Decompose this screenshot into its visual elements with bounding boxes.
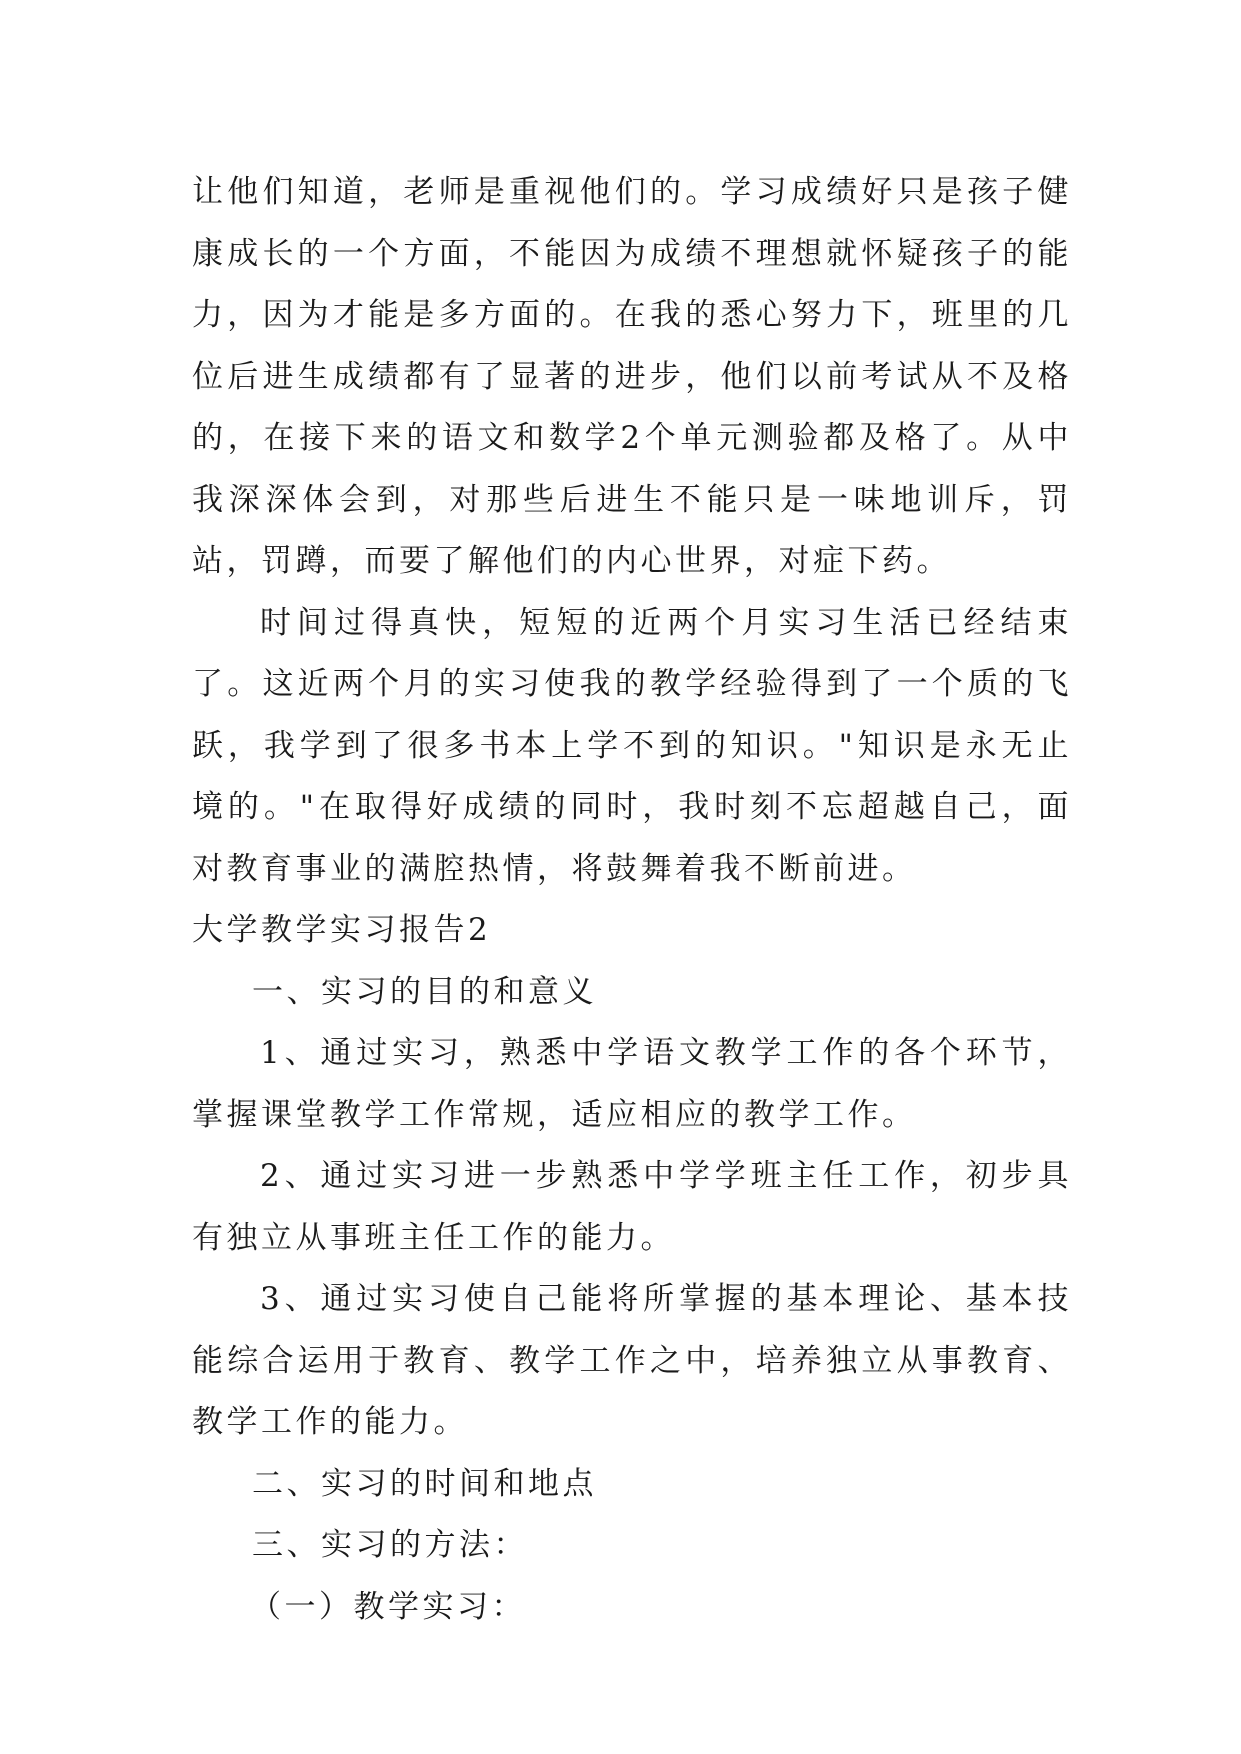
section-heading-purpose: 一、实习的目的和意义 bbox=[252, 973, 597, 1010]
section-heading-time-place: 二、实习的时间和地点 bbox=[252, 1465, 597, 1502]
list-item-purpose-3: 3、通过实习使自己能将所掌握的基本理论、基本技能综合运用于教育、教学工作之中，培养独立从事教育、教学工作的能力。 bbox=[192, 1281, 1072, 1440]
section-heading-method: 三、实习的方法： bbox=[252, 1527, 528, 1563]
list-item-purpose-2: 2、通过实习进一步熟悉中学学班主任工作，初步具有独立从事班主任工作的能力。 bbox=[192, 1158, 1072, 1256]
list-item-purpose-1: 1、通过实习，熟悉中学语文教学工作的各个环节，掌握课堂教学工作常规，适应相应的教学工作。 bbox=[192, 1035, 1072, 1133]
body-paragraph-continuation: 让他们知道，老师是重视他们的。学习成绩好只是孩子健康成长的一个方面，不能因为成绩不理想就怀疑孩子的能力，因为才能是多方面的。在我的悉心努力下，班里的几位后进生成绩都有了显著的进步，他们以前考试从不及格的，在接下来的语文和数学2个单元测验都及格了。从中我深深体会到，对那些后进生不能只是一味地训斥，罚站，罚蹲，而要了解他们的内心世界，对症下药。 bbox=[192, 174, 1072, 579]
document-body bbox=[192, 162, 1072, 1638]
report-section-title: 大学教学实习报告2 bbox=[192, 912, 492, 948]
subsection-heading-teaching: （一）教学实习： bbox=[250, 1588, 526, 1625]
body-paragraph-conclusion: 时间过得真快，短短的近两个月实习生活已经结束了。这近两个月的实习使我的教学经验得到了一个质的飞跃，我学到了很多书本上学不到的知识。"知识是永无止境的。"在取得好成绩的同时，我时刻不忘超越自己，面对教育事业的满腔热情，将鼓舞着我不断前进。 bbox=[192, 604, 1072, 887]
